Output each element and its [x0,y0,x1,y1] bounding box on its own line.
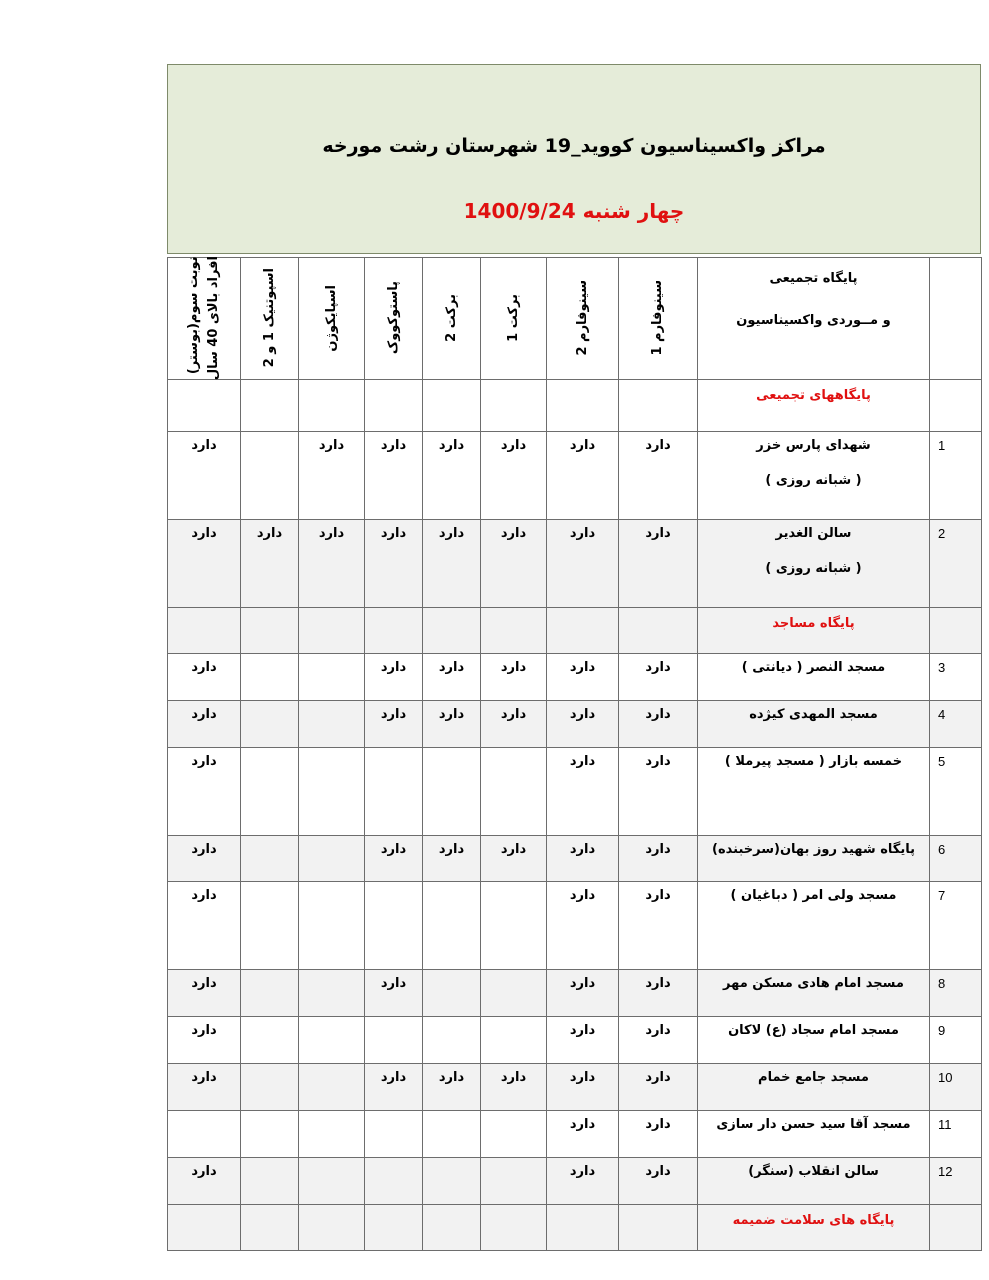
cell-pastocovac: دارد [365,970,423,1017]
row-number: 3 [930,654,982,701]
cell-sputnik [241,748,299,836]
cell-barekat1: دارد [481,432,547,520]
cell-barekat2: دارد [423,432,481,520]
cell-barekat1 [481,1017,547,1064]
cell-barekat1: دارد [481,654,547,701]
center-schedule: ( شبانه روزی ) [765,561,862,576]
row-number: 9 [930,1017,982,1064]
cell-sputnik [241,1064,299,1111]
table-row [168,1158,982,1205]
center-name-text: شهدای پارس خزر [756,438,871,453]
section-title-salamat: پایگاه های سلامت ضمیمه [698,1205,930,1251]
table-row [168,654,982,701]
row-number: 11 [930,1111,982,1158]
cell-third: دارد [168,882,241,970]
center-name [698,432,930,520]
header-number [930,258,982,380]
cell-spikogen [299,970,365,1017]
cell-sinopharm1: دارد [619,520,698,608]
cell-sinopharm1: دارد [619,654,698,701]
cell-pastocovac [365,748,423,836]
cell-spikogen [299,1064,365,1111]
table-row [168,1111,982,1158]
cell-sinopharm2: دارد [547,1111,619,1158]
center-name [698,701,930,748]
cell-third: دارد [168,701,241,748]
row-number: 4 [930,701,982,748]
cell-barekat2 [423,1158,481,1205]
cell-barekat1: دارد [481,701,547,748]
cell-pastocovac [365,1017,423,1064]
center-name-text: مسجد آقا سید حسن دار سازی [716,1117,911,1132]
cell-barekat2: دارد [423,654,481,701]
row-number: 1 [930,432,982,520]
cell-pastocovac [365,1111,423,1158]
center-name-text: مسجد امام سجاد (ع) لاکان [728,1023,899,1038]
cell-barekat2 [423,1017,481,1064]
cell-barekat1: دارد [481,1064,547,1111]
cell-sinopharm1: دارد [619,701,698,748]
cell-sinopharm2: دارد [547,432,619,520]
cell-sputnik [241,432,299,520]
cell-sputnik [241,836,299,882]
center-name [698,1064,930,1111]
cell-barekat1 [481,1111,547,1158]
cell-sputnik [241,1017,299,1064]
cell-third: دارد [168,520,241,608]
table-row [168,701,982,748]
cell-sputnik [241,654,299,701]
cell-sinopharm2: دارد [547,1158,619,1205]
center-name [698,654,930,701]
cell-pastocovac [365,1158,423,1205]
cell-third: دارد [168,1064,241,1111]
page-title: مراکز واکسیناسیون کووید_19 شهرستان رشت مورخه [322,135,826,157]
center-name [698,882,930,970]
page-date: چهار شنبه 1400/9/24 [463,199,685,223]
center-name [698,970,930,1017]
table-row [168,970,982,1017]
cell-sputnik [241,1158,299,1205]
cell-sputnik: دارد [241,520,299,608]
cell-sinopharm2: دارد [547,1017,619,1064]
cell-spikogen [299,654,365,701]
row-number: 12 [930,1158,982,1205]
cell-pastocovac [365,882,423,970]
cell-third [168,1111,241,1158]
document-header [167,64,981,254]
header-pastocovac: پاستوکووک [365,258,423,380]
cell-pastocovac: دارد [365,701,423,748]
cell-spikogen: دارد [299,520,365,608]
cell-sputnik [241,882,299,970]
cell-sinopharm2: دارد [547,882,619,970]
header-sinopharm1: سینوفارم 1 [619,258,698,380]
cell-barekat2: دارد [423,701,481,748]
table-row [168,520,982,608]
row-number: 5 [930,748,982,836]
cell-sinopharm1: دارد [619,882,698,970]
cell-spikogen [299,701,365,748]
row-number: 7 [930,882,982,970]
cell-spikogen [299,1017,365,1064]
cell-third: دارد [168,970,241,1017]
cell-barekat2 [423,1111,481,1158]
header-barekat1: برکت 1 [481,258,547,380]
cell-barekat2 [423,748,481,836]
cell-barekat1 [481,882,547,970]
cell-sinopharm1: دارد [619,836,698,882]
center-name [698,748,930,836]
section-title-tajmiei: پایگاههای تجمیعی [698,380,930,432]
center-name-text: مسجد جامع خمام [758,1070,869,1085]
cell-barekat1 [481,970,547,1017]
center-name-text: مسجد ولی امر ( دباغیان ) [730,888,897,903]
cell-sinopharm2: دارد [547,836,619,882]
cell-sputnik [241,970,299,1017]
cell-third: دارد [168,748,241,836]
vaccination-table [167,257,982,1251]
center-name-text: مسجد امام هادی مسکن مهر [723,976,904,991]
cell-sinopharm1: دارد [619,1111,698,1158]
header-center-name: پایگاه تجمیعی و مــوردی واکسیناسیون [698,258,930,380]
cell-sinopharm2: دارد [547,970,619,1017]
center-name [698,1111,930,1158]
cell-barekat1: دارد [481,520,547,608]
table-row [168,1017,982,1064]
row-number: 2 [930,520,982,608]
cell-pastocovac: دارد [365,654,423,701]
cell-sinopharm1: دارد [619,748,698,836]
cell-spikogen [299,836,365,882]
table-row [168,882,982,970]
center-schedule: ( شبانه روزی ) [765,473,862,488]
cell-third: دارد [168,654,241,701]
center-name [698,520,930,608]
cell-sputnik [241,1111,299,1158]
header-sinopharm2: سینوفارم 2 [547,258,619,380]
cell-third: دارد [168,1158,241,1205]
center-name-text: مسجد المهدی کیژده [749,707,878,722]
cell-barekat1 [481,1158,547,1205]
cell-spikogen [299,882,365,970]
cell-sinopharm2: دارد [547,701,619,748]
cell-barekat2 [423,970,481,1017]
center-name [698,1158,930,1205]
cell-spikogen: دارد [299,432,365,520]
center-name-text: سالن انقلاب (سنگر) [748,1164,879,1179]
header-third-dose: نوبت سوم(بوستر) افراد بالای 40 سال [168,258,241,380]
cell-sinopharm2: دارد [547,654,619,701]
section-row-salamat [168,1205,982,1251]
section-title-masajed: پایگاه مساجد [698,608,930,654]
cell-pastocovac: دارد [365,836,423,882]
cell-barekat2: دارد [423,1064,481,1111]
header-barekat2: برکت 2 [423,258,481,380]
cell-barekat2 [423,882,481,970]
cell-sputnik [241,701,299,748]
table-row [168,836,982,882]
cell-barekat1: دارد [481,836,547,882]
table-row [168,1064,982,1111]
cell-sinopharm1: دارد [619,1064,698,1111]
section-row-masajed [168,608,982,654]
cell-barekat2: دارد [423,520,481,608]
cell-barekat2: دارد [423,836,481,882]
cell-sinopharm1: دارد [619,1158,698,1205]
center-name-text: مسجد النصر ( دیانتی ) [741,660,886,675]
section-row-tajmiei [168,380,982,432]
cell-third: دارد [168,1017,241,1064]
center-name-text: سالن الغدیر [775,526,852,541]
cell-spikogen [299,1111,365,1158]
cell-spikogen [299,1158,365,1205]
cell-third: دارد [168,836,241,882]
cell-sinopharm2: دارد [547,520,619,608]
cell-pastocovac: دارد [365,520,423,608]
cell-sinopharm2: دارد [547,1064,619,1111]
cell-pastocovac: دارد [365,1064,423,1111]
center-name-text: خمسه بازار ( مسجد پیرملا ) [724,754,903,769]
center-name-text: پایگاه شهید روز بهان(سرخبنده) [712,842,915,857]
table-row [168,432,982,520]
header-sputnik: اسپوتنیک 1 و 2 [241,258,299,380]
cell-sinopharm1: دارد [619,970,698,1017]
row-number: 8 [930,970,982,1017]
cell-sinopharm1: دارد [619,432,698,520]
cell-sinopharm1: دارد [619,1017,698,1064]
table-row [168,748,982,836]
cell-third: دارد [168,432,241,520]
cell-sinopharm2: دارد [547,748,619,836]
center-name [698,1017,930,1064]
cell-barekat1 [481,748,547,836]
cell-spikogen [299,748,365,836]
row-number: 10 [930,1064,982,1111]
header-row [168,258,982,380]
center-name [698,836,930,882]
cell-pastocovac: دارد [365,432,423,520]
row-number: 6 [930,836,982,882]
header-spikogen: اسپایکوژن [299,258,365,380]
